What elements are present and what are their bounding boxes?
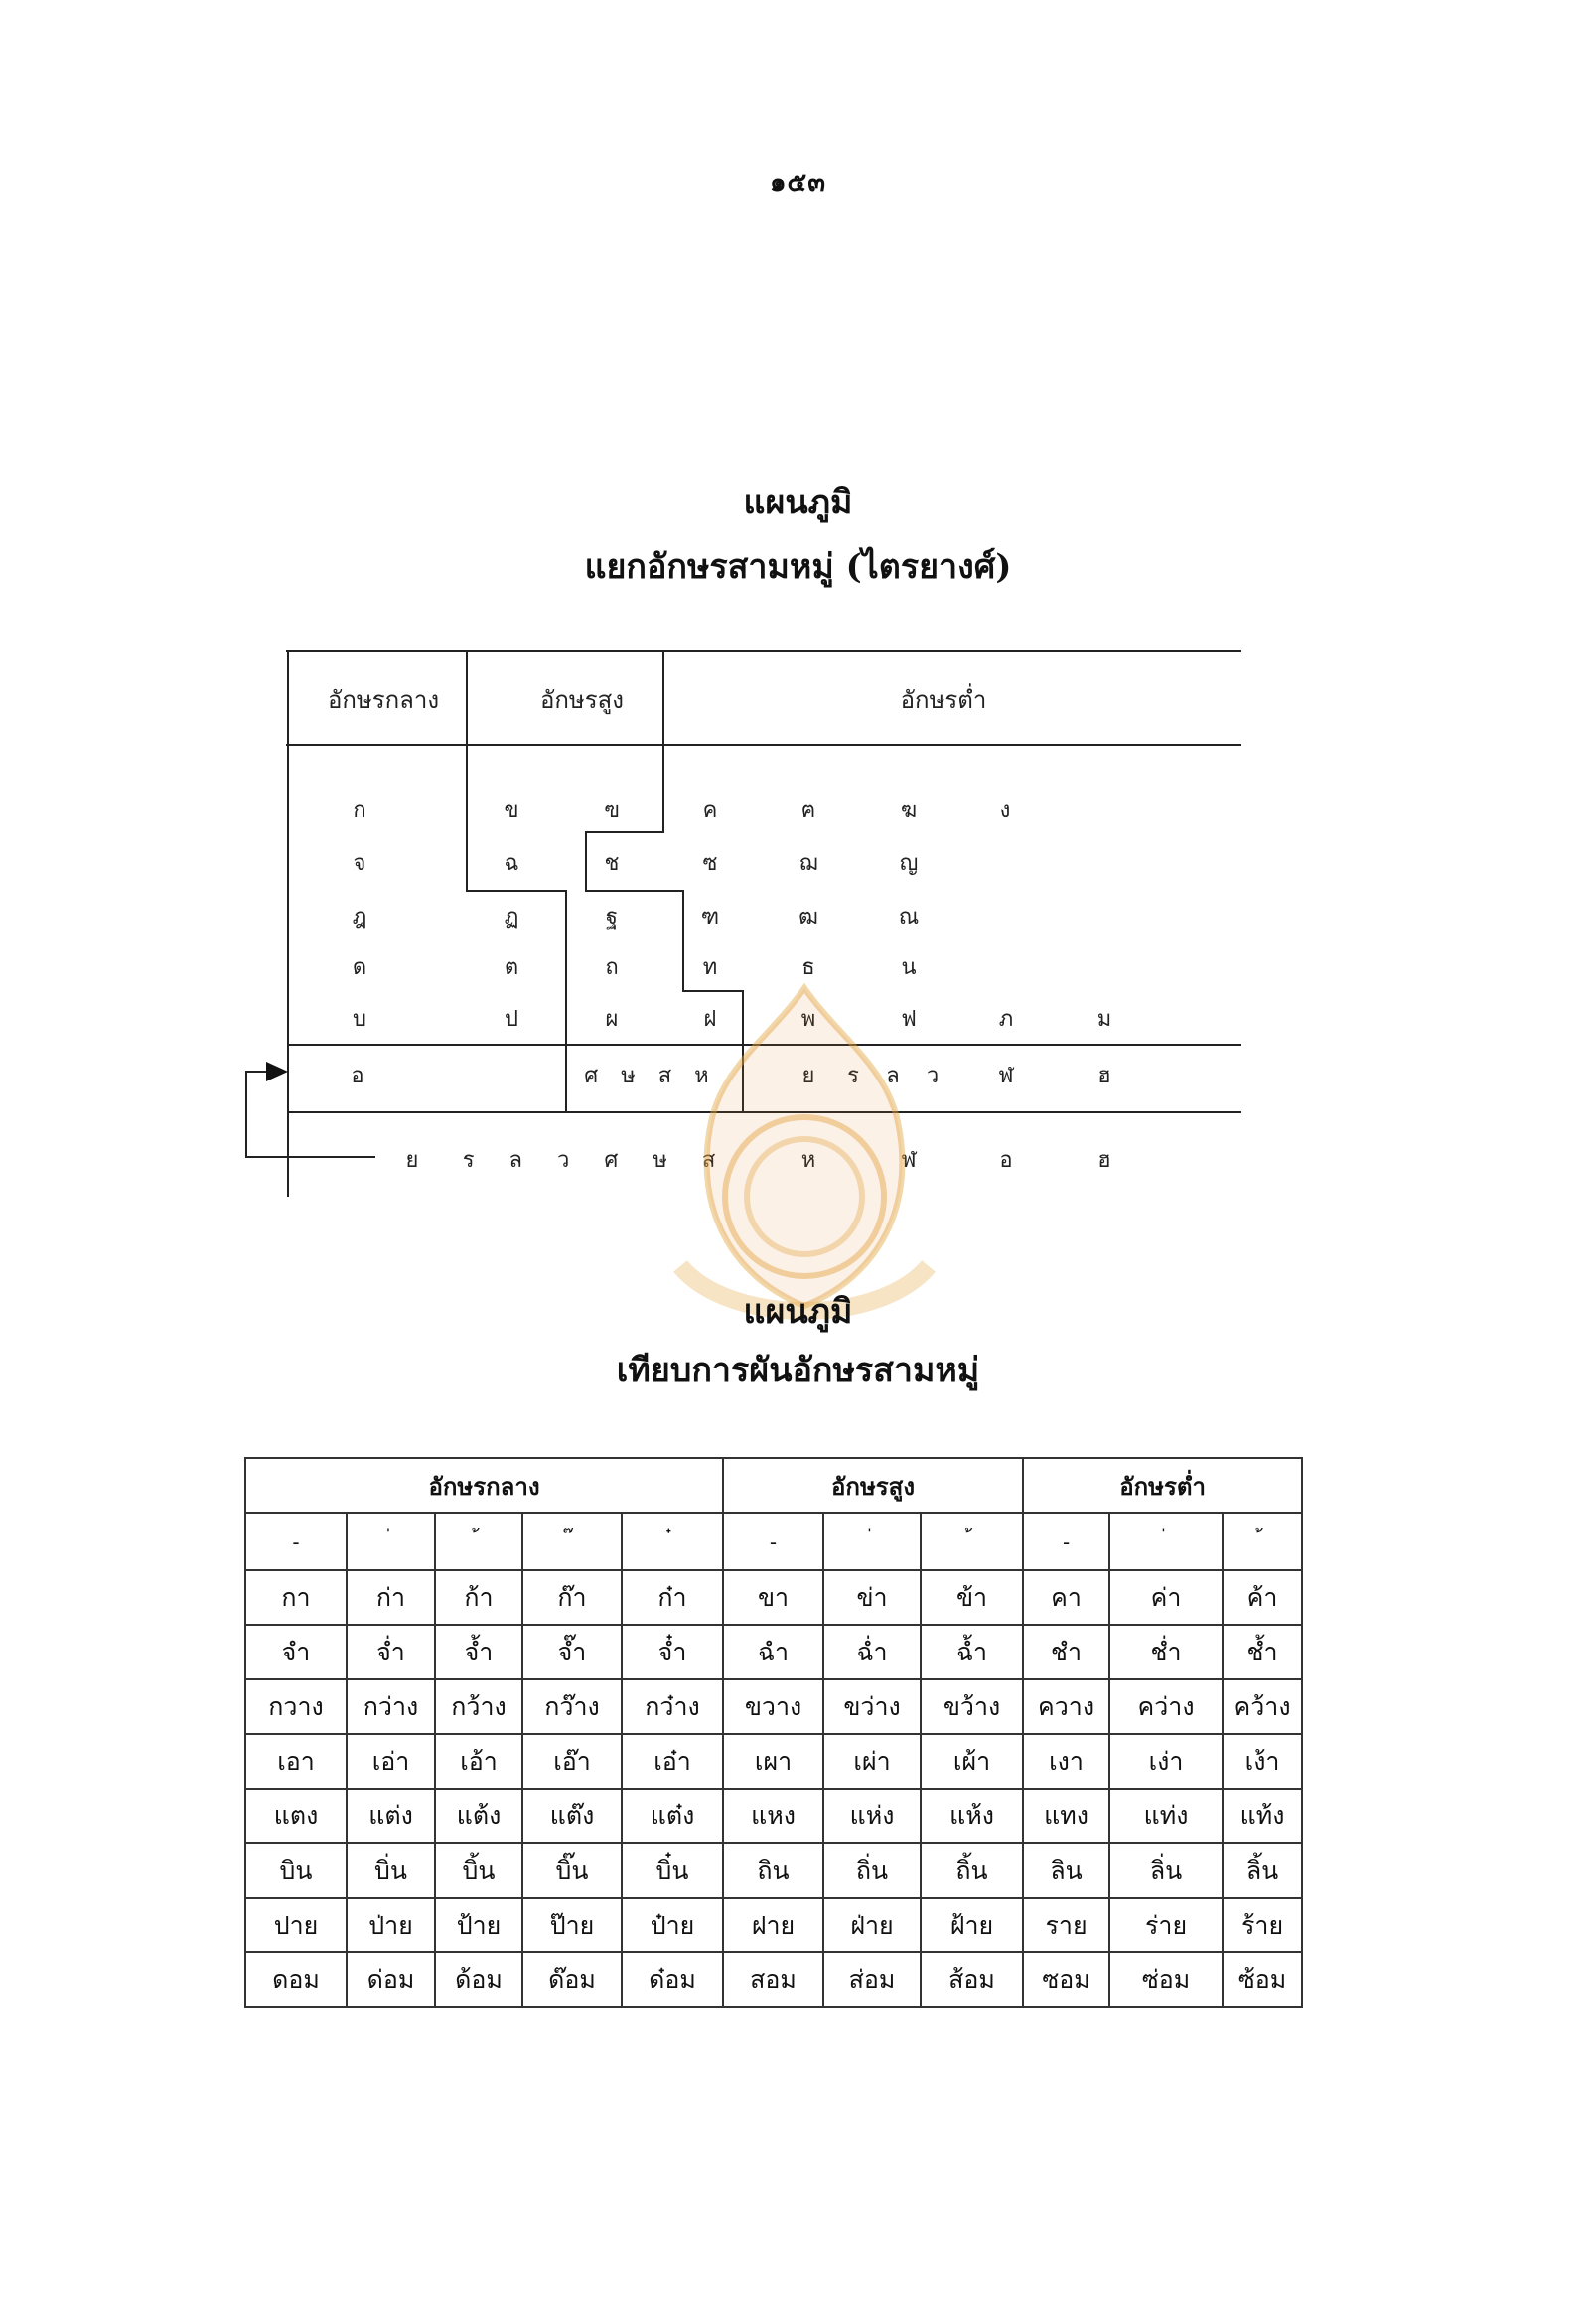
letter: ฮ — [1097, 1064, 1111, 1088]
table-cell: ฉำ — [723, 1625, 823, 1679]
table-cell: ด๊อม — [522, 1952, 622, 2007]
table-cell: บิน — [245, 1843, 347, 1898]
table-cell: ข่า — [823, 1570, 921, 1625]
table-cell: ฝ้าย — [921, 1898, 1023, 1952]
letter: ฉ — [504, 851, 519, 876]
letter: ฒ — [798, 905, 818, 930]
tone-mark — [435, 1513, 522, 1570]
tone-mark — [522, 1513, 622, 1570]
tone-mark: - — [245, 1513, 347, 1570]
table-cell: ด๋อม — [622, 1952, 723, 2007]
letter: ช — [604, 851, 620, 876]
page-number: ๑๕๓ — [770, 168, 826, 198]
table-cell: จำ — [245, 1625, 347, 1679]
letter: พ — [800, 1007, 816, 1032]
table-cell: สอม — [723, 1952, 823, 2007]
table-cell: ดอม — [245, 1952, 347, 2007]
tone-mark-row — [245, 1513, 1302, 1570]
letter: ง — [999, 798, 1011, 823]
header-middle-class: อักษรกลาง — [327, 686, 440, 714]
table-cell: ฉ้ำ — [921, 1625, 1023, 1679]
diagram-title: แผนภูมิ — [743, 483, 853, 522]
letter: ฟ — [901, 1007, 917, 1032]
letter-group: ร ล ว ศ ษ ส — [462, 1148, 730, 1173]
letter: ซ — [702, 851, 718, 876]
table-cell: ขา — [723, 1570, 823, 1625]
table-cell: ส่อม — [823, 1952, 921, 2007]
table-cell: บิ๊น — [522, 1843, 622, 1898]
letter: ณ — [898, 905, 920, 930]
table-cell: เอ๋า — [622, 1734, 723, 1789]
table-cell: จ๊ำ — [522, 1625, 622, 1679]
table-cell: แต้ง — [435, 1789, 522, 1843]
table-cell: ช้ำ — [1223, 1625, 1302, 1679]
table-cell: ถิ้น — [921, 1843, 1023, 1898]
table-subtitle: เทียบการผันอักษรสามหมู่ — [616, 1351, 980, 1390]
tone-mark — [823, 1513, 921, 1570]
letter: ด — [352, 955, 367, 980]
letter: ท — [702, 955, 718, 980]
tone-mark: - — [1023, 1513, 1109, 1570]
table-cell: คา — [1023, 1570, 1109, 1625]
table-cell: เอ๊า — [522, 1734, 622, 1789]
letter: ห — [800, 1148, 816, 1173]
letter: ค — [702, 798, 718, 823]
letter: ย — [405, 1148, 419, 1173]
table-row — [245, 1952, 1302, 2007]
table-row — [245, 1625, 1302, 1679]
table-cell: เผ้า — [921, 1734, 1023, 1789]
table-cell: ขว้าง — [921, 1679, 1023, 1734]
table-cell: ชำ — [1023, 1625, 1109, 1679]
table-cell: เอ่า — [347, 1734, 435, 1789]
table-cell: ลิน — [1023, 1843, 1109, 1898]
header-low-class: อักษรต่ำ — [900, 686, 987, 714]
table-cell: ปาย — [245, 1898, 347, 1952]
letter: ม — [1096, 1007, 1112, 1032]
tone-mark — [921, 1513, 1023, 1570]
table-cell: กวาง — [245, 1679, 347, 1734]
table-cell: เผา — [723, 1734, 823, 1789]
table-cell: แต๊ง — [522, 1789, 622, 1843]
table-cell: ขวาง — [723, 1679, 823, 1734]
group-header-middle: อักษรกลาง — [245, 1458, 723, 1513]
table-cell: แทง — [1023, 1789, 1109, 1843]
table-cell: ร่าย — [1109, 1898, 1223, 1952]
letter: ข — [504, 798, 519, 823]
table-cell: ก๋า — [622, 1570, 723, 1625]
group-header-high: อักษรสูง — [723, 1458, 1023, 1513]
table-cell: เงา — [1023, 1734, 1109, 1789]
table-cell: บิ๋น — [622, 1843, 723, 1898]
table-cell: กว้าง — [435, 1679, 522, 1734]
table-cell: เง้า — [1223, 1734, 1302, 1789]
table-cell: ถิ่น — [823, 1843, 921, 1898]
table-cell: ด้อม — [435, 1952, 522, 2007]
table-cell: ค่า — [1109, 1570, 1223, 1625]
table-cell: ก่า — [347, 1570, 435, 1625]
table-cell: เผ่า — [823, 1734, 921, 1789]
tone-mark — [1109, 1513, 1223, 1570]
letter: ว — [926, 1064, 940, 1088]
letter: อ — [999, 1148, 1013, 1173]
table-title: แผนภูมิ — [743, 1292, 853, 1332]
letter: ป — [505, 1007, 518, 1032]
table-cell: แท่ง — [1109, 1789, 1223, 1843]
tone-mark — [1223, 1513, 1302, 1570]
table-cell: กา — [245, 1570, 347, 1625]
table-cell: แห่ง — [823, 1789, 921, 1843]
letter: ญ — [899, 851, 919, 876]
letter: ฮ — [1097, 1148, 1111, 1173]
table-group-header-row — [245, 1458, 1302, 1513]
table-cell: บิ่น — [347, 1843, 435, 1898]
tone-mark: - — [723, 1513, 823, 1570]
table-cell: แตง — [245, 1789, 347, 1843]
table-cell: ช่ำ — [1109, 1625, 1223, 1679]
table-cell: เอ้า — [435, 1734, 522, 1789]
letter: ฅ — [800, 798, 816, 823]
table-cell: ข้า — [921, 1570, 1023, 1625]
table-row — [245, 1570, 1302, 1625]
table-cell: เง่า — [1109, 1734, 1223, 1789]
table-cell: แหง — [723, 1789, 823, 1843]
header-high-class: อักษรสูง — [539, 686, 625, 714]
letter: ฬ — [901, 1148, 917, 1173]
table-cell: ป่าย — [347, 1898, 435, 1952]
table-cell: ฝ่าย — [823, 1898, 921, 1952]
table-cell: แต๋ง — [622, 1789, 723, 1843]
letter: ฆ — [900, 798, 918, 823]
letter: อ — [351, 1064, 364, 1088]
table-cell: ป๋าย — [622, 1898, 723, 1952]
letter: จ — [353, 851, 366, 876]
table-cell: กว๋าง — [622, 1679, 723, 1734]
table-cell: ป้าย — [435, 1898, 522, 1952]
table-cell: แท้ง — [1223, 1789, 1302, 1843]
table-cell: ซ้อม — [1223, 1952, 1302, 2007]
letter: ฃ — [604, 798, 620, 823]
table-cell: ควาง — [1023, 1679, 1109, 1734]
diagram-subtitle: แยกอักษรสามหมู่ (ไตรยางศ์) — [584, 547, 1012, 587]
table-cell: ส้อม — [921, 1952, 1023, 2007]
table-cell: ซอม — [1023, 1952, 1109, 2007]
letter: ฝ — [703, 1007, 717, 1032]
table-cell: เอา — [245, 1734, 347, 1789]
letter: ถ — [605, 955, 619, 980]
table-row — [245, 1843, 1302, 1898]
table-cell: แต่ง — [347, 1789, 435, 1843]
tone-mark — [347, 1513, 435, 1570]
letter: ย — [801, 1064, 815, 1088]
table-cell: ถิน — [723, 1843, 823, 1898]
letter-group: ศ ษ ส ห — [584, 1064, 717, 1088]
table-cell: ลิ้น — [1223, 1843, 1302, 1898]
table-cell: ซ่อม — [1109, 1952, 1223, 2007]
table-cell: ด่อม — [347, 1952, 435, 2007]
table-row — [245, 1898, 1302, 1952]
letter: ก — [353, 798, 366, 823]
table-cell: กว่าง — [347, 1679, 435, 1734]
table-cell: ก้า — [435, 1570, 522, 1625]
letter: ต — [504, 955, 519, 980]
table-row — [245, 1789, 1302, 1843]
table-cell: แห้ง — [921, 1789, 1023, 1843]
table-cell: ก๊า — [522, 1570, 622, 1625]
letter: ฐ — [605, 905, 619, 930]
table-cell: ฝาย — [723, 1898, 823, 1952]
table-cell: จ๋ำ — [622, 1625, 723, 1679]
table-cell: ค้า — [1223, 1570, 1302, 1625]
letter: ภ — [998, 1007, 1014, 1032]
table-cell: ราย — [1023, 1898, 1109, 1952]
letter: ธ — [801, 955, 815, 980]
group-header-low: อักษรต่ำ — [1023, 1458, 1302, 1513]
table-cell: คว้าง — [1223, 1679, 1302, 1734]
letter: ฌ — [798, 851, 818, 876]
letter: ร — [847, 1064, 859, 1088]
table-cell: จ่ำ — [347, 1625, 435, 1679]
letter: น — [901, 955, 917, 980]
table-row — [245, 1734, 1302, 1789]
letter: ฑ — [700, 905, 720, 930]
letter: ล — [886, 1064, 900, 1088]
letter: บ — [353, 1007, 366, 1032]
table-cell: ป๊าย — [522, 1898, 622, 1952]
table-cell: ลิ่น — [1109, 1843, 1223, 1898]
letter: ผ — [605, 1007, 619, 1032]
table-cell: บิ้น — [435, 1843, 522, 1898]
letter: ฏ — [504, 905, 519, 930]
table-cell: ฉ่ำ — [823, 1625, 921, 1679]
tone-comparison-table — [244, 1457, 1303, 2008]
letter: ฎ — [352, 905, 367, 930]
table-row — [245, 1679, 1302, 1734]
arrow-head-icon — [266, 1062, 288, 1081]
table-cell: จ้ำ — [435, 1625, 522, 1679]
tone-mark — [622, 1513, 723, 1570]
letter: ฬ — [998, 1064, 1014, 1088]
table-cell: ร้าย — [1223, 1898, 1302, 1952]
table-cell: คว่าง — [1109, 1679, 1223, 1734]
table-cell: กว๊าง — [522, 1679, 622, 1734]
table-cell: ขว่าง — [823, 1679, 921, 1734]
